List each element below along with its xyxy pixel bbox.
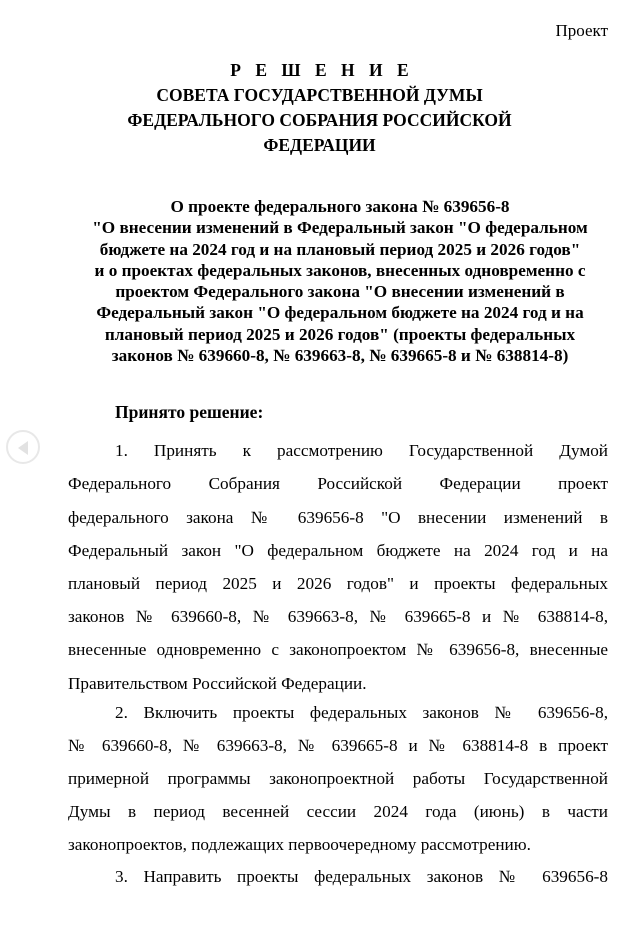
subject-line: законов № 639660-8, № 639663-8, № 639665-8 и № 638814-8)	[111, 346, 569, 366]
body-line: № 639660-8, № 639663-8, № 639665-8 и № 638814-8 в проект	[68, 736, 608, 755]
subject-line: бюджете на 2024 год и на плановый период 2025 и 2026 годов"	[99, 239, 581, 259]
body-line: 1. Принять к рассмотрению Государственной Думой	[115, 441, 608, 460]
previous-page-button[interactable]	[6, 430, 40, 464]
body-line: Правительством Российской Федерации.	[68, 674, 367, 693]
title-line: ФЕДЕРАЛЬНОГО СОБРАНИЯ РОССИЙСКОЙ	[127, 110, 512, 130]
subject-line: Федеральный закон "О федеральном бюджете на 2024 год и на	[96, 303, 584, 323]
title-line: СОВЕТА ГОСУДАРСТВЕННОЙ ДУМЫ	[156, 85, 483, 105]
body-line: законов № 639660-8, № 639663-8, № 639665-8 и № 638814-8,	[68, 607, 608, 626]
decision-heading: Принято решение:	[115, 402, 264, 422]
body-line: Федеральный закон "О федеральном бюджете на 2024 год и на	[68, 541, 608, 560]
subject-line: плановый период 2025 и 2026 годов" (проекты федеральных	[104, 324, 576, 344]
document-title	[0, 58, 639, 158]
subject-line: "О внесении изменений в Федеральный закон "О федеральном	[92, 218, 588, 238]
body-line: плановый период 2025 и 2026 годов" и проекты федеральных	[68, 574, 608, 593]
project-label: Проект	[555, 21, 608, 40]
body-line: 2. Включить проекты федеральных законов № 639656-8,	[115, 703, 608, 722]
document-subject	[60, 196, 620, 366]
title-line: Р Е Ш Е Н И Е	[230, 60, 414, 80]
body-line: 3. Направить проекты федеральных законов № 639656-8	[115, 867, 608, 886]
chevron-left-icon	[18, 441, 28, 455]
body-line: Федерального Собрания Российской Федерации проект	[68, 474, 608, 493]
body-line: федерального закона № 639656-8 "О внесении изменений в	[68, 508, 608, 527]
title-line: ФЕДЕРАЦИИ	[263, 135, 376, 155]
body-line: законопроектов, подлежащих первоочередному рассмотрению.	[68, 835, 531, 854]
body-line: примерной программы законопроектной работы Государственной	[68, 769, 608, 788]
body-line: внесенные одновременно с законопроектом № 639656-8, внесенные	[68, 640, 608, 659]
subject-line: проектом Федерального закона "О внесении изменений в	[115, 282, 565, 302]
subject-line: и о проектах федеральных законов, внесенных одновременно с	[94, 260, 586, 280]
subject-line: О проекте федерального закона № 639656-8	[170, 197, 510, 216]
body-line: Думы в период весенней сессии 2024 года (июнь) в части	[68, 802, 608, 821]
